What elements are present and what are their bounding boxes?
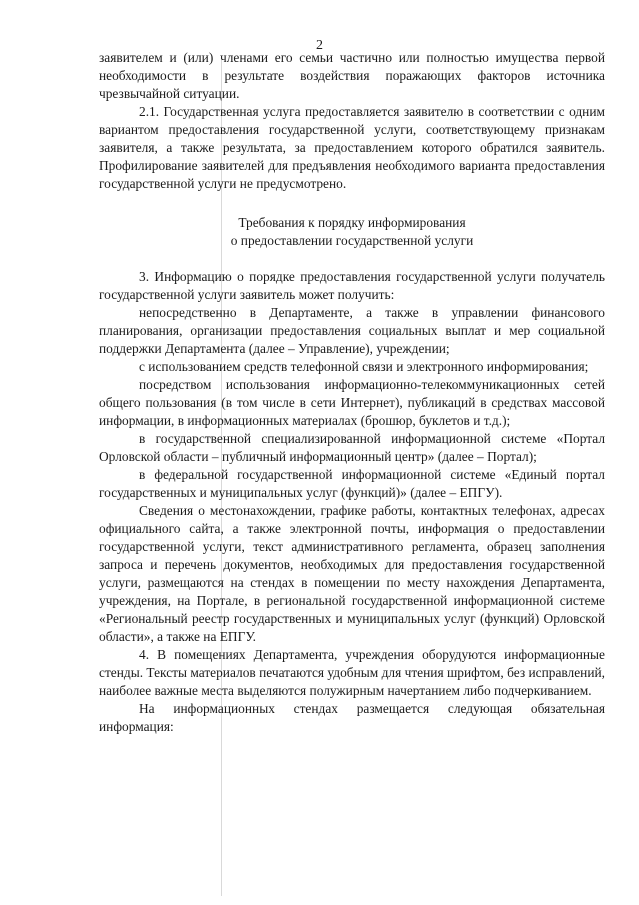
list-item-portal: в государственной специализированной информационной системе «Портал Орловской области – публичный информационный центр» (далее – Портал); xyxy=(99,431,605,464)
paragraph-continuation: заявителем и (или) членами его семьи частично или полностью имущества первой необходимости в результате воздействия поражающих факторов источника чрезвычайной ситуации. xyxy=(99,50,605,101)
paragraph-stands: На информационных стендах размещается следующая обязательная информация: xyxy=(99,701,605,734)
list-item-internet: посредством использования информационно-телекоммуникационных сетей общего пользования (в том числе в сети Интернет), публикаций в средствах массовой информации, в информационных материалах (брошюр, буклетов и т.д.); xyxy=(99,377,605,428)
paragraph-4: 4. В помещениях Департамента, учреждения оборудуются информационные стенды. Тексты материалов печатаются удобным для чтения шрифтом, без исправлений, наиболее важные места выделяются полужирным начертанием либо подчеркиванием. xyxy=(99,647,606,698)
list-item-epgu: в федеральной государственной информационной системе «Единый портал государственных и муниципальных услуг (функций)» (далее – ЕПГУ). xyxy=(99,467,605,500)
page-number: 2 xyxy=(316,38,323,53)
paragraph-2-1: 2.1. Государственная услуга предоставляется заявителю в соответствии с одним вариантом предоставления государственной услуги, соответствующему признакам заявителя, а также результата, за предоставлением которого обратился заявитель. Профилирование заявителей для предъявления необходимого варианта предоставления государственной услуги не предусмотрено. xyxy=(99,104,605,191)
list-item-telephone: с использованием средств телефонной связи и электронного информирования; xyxy=(139,359,589,374)
paragraph-3: 3. Информацию о порядке предоставления государственной услуги получатель государственной услуги заявитель может получить: xyxy=(99,269,605,302)
paragraph-information: Сведения о местонахождении, графике работы, контактных телефонах, адресах официального сайта, а также электронной почты, информация о предоставлении государственной услуги, текст административного регламента, образец заполнения запроса и перечень документов, необходимых для предоставления государственной услуги, размещаются на стендах в помещении по месту нахождения Департамента, учреждения, на Портале, в региональной государственной информационной системе «Региональный реестр государственных и муниципальных услуг (функций) Орловской области», а также на ЕПГУ. xyxy=(99,503,605,644)
list-item-department: непосредственно в Департаменте, а также в управлении финансового планирования, организации предоставления социальных выплат и мер социальной поддержки Департамента (далее – Управление), учреждении; xyxy=(99,305,605,356)
document-body xyxy=(99,49,605,736)
section-heading-line-2: о предоставлении государственной услуги xyxy=(230,233,474,248)
section-heading-line-1: Требования к порядку информирования xyxy=(238,215,466,230)
